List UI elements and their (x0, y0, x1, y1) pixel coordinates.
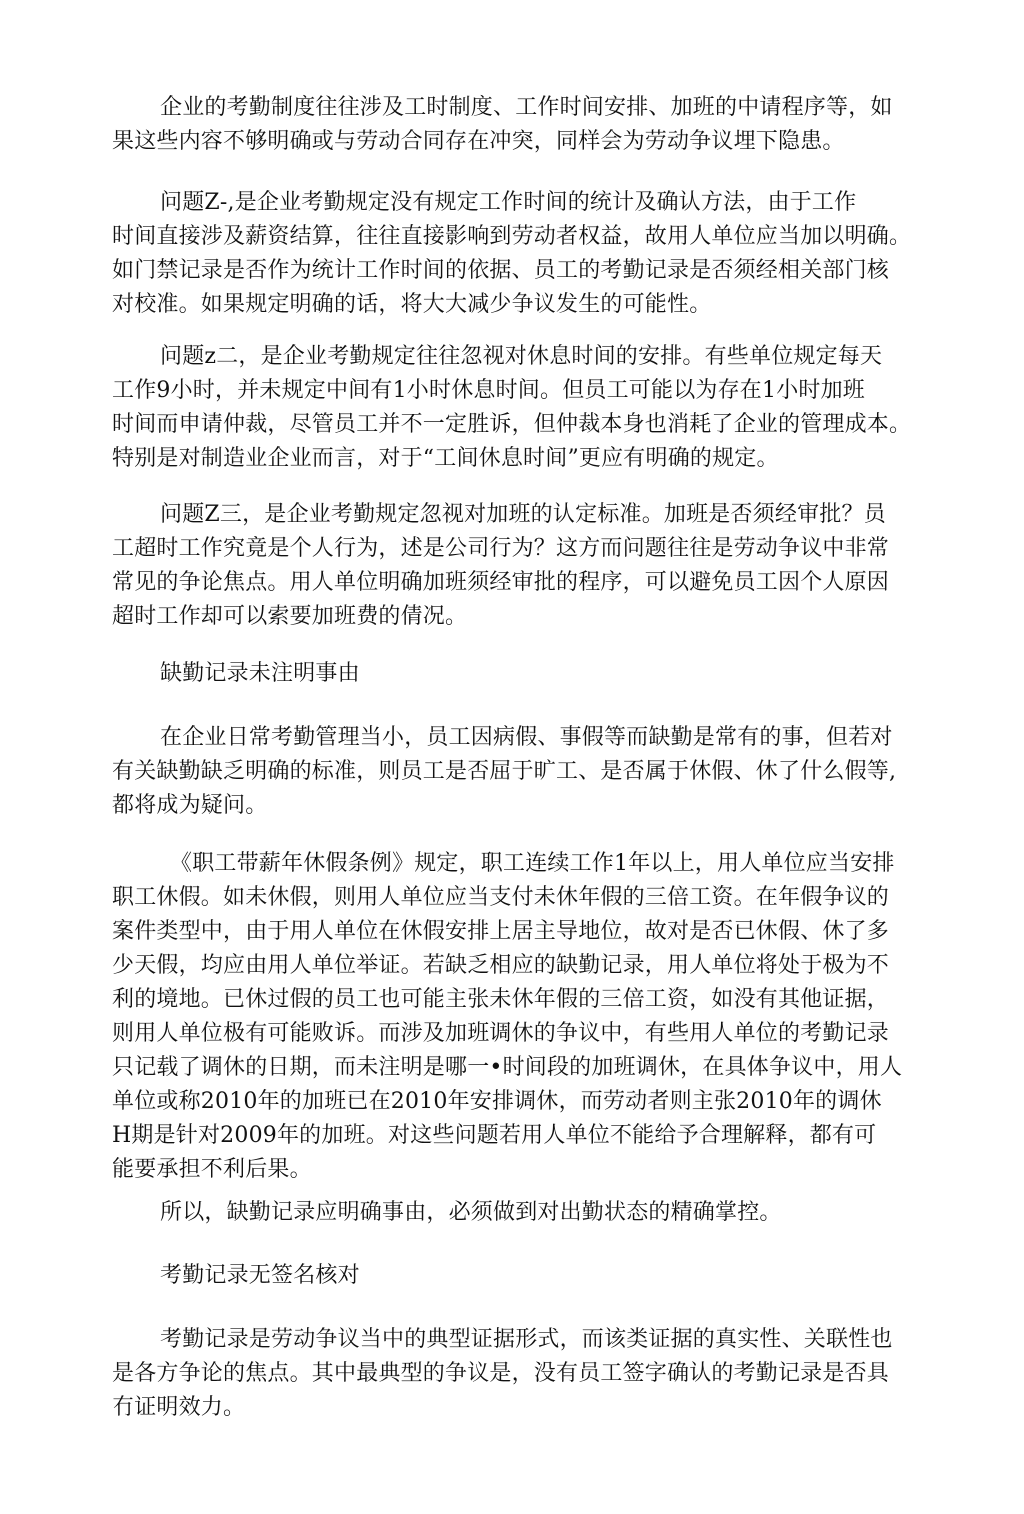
text-line: 超时工作却可以索要加班费的倩况。 (112, 604, 468, 629)
text-line: 利的境地。已休过假的员工也可能主张未休年假的三倍工资，如没有其他证据， (112, 987, 890, 1012)
paragraph-annual-leave-regulation (112, 847, 902, 1187)
text-line: 所以，缺勤记录应明确事由，必须做到对出勤状态的精确掌控。 (160, 1200, 782, 1225)
text-line: 工超时工作究竟是个人行为，述是公司行为？这方而问题往往是劳动争议中非常 (112, 536, 890, 561)
text-line: 问题Z三，是企业考勤规定忽视对加班的认定标准。加班是否须经审批？员 (160, 502, 886, 527)
paragraph-absence-records (112, 721, 902, 823)
text-line: 在企业日常考勤管理当小，员工因病假、事假等而缺勤是常有的事，但若对 (160, 725, 893, 750)
text-line: 工作9小时，并未规定中间有1小时休息时间。但员工可能以为存在1小时加班 (112, 378, 865, 403)
text-line: 果这些内容不够明确或与劳动合同存在冲突，同样会为劳动争议埋下隐患。 (112, 129, 845, 154)
text-line: 如门禁记录是否作为统计工作时间的依据、员工的考勤记录是否须经相关部门核 (112, 258, 890, 283)
text-line: 能要承担不利后果。 (112, 1157, 312, 1182)
section-heading: 考勤记录无签名核对 (160, 1263, 360, 1288)
paragraph-issue-one (112, 186, 912, 322)
text-line: 问题Z-,是企业考勤规定没有规定工作时间的统计及确认方法，由于工作 (160, 190, 857, 215)
text-line: H期是针对2009年的加班。对这些问题若用人单位不能给予合理解释，都有可 (112, 1123, 877, 1148)
text-line: 冇证明效力。 (112, 1395, 246, 1420)
text-line: 《职工带薪年休假条例》规定，职工连续工作1年以上，用人单位应当安排 (170, 851, 895, 876)
text-line: 则用人单位极有可能败诉。而涉及加班调休的争议中，有些用人单位的考勤记录 (112, 1021, 890, 1046)
text-line: 单位或称2010年的加班已在2010年安排调休，而劳动者则主张2010年的调休 (112, 1089, 882, 1114)
text-line: 职工休假。如未休假，则用人单位应当支付未休年假的三倍工资。在年假争议的 (112, 885, 890, 910)
paragraph-conclusion (112, 1196, 902, 1230)
text-line: 时间而申请仲裁，尽管员工并不一定胜诉，但仲裁本身也消耗了企业的管理成本。 (112, 412, 912, 437)
text-line: 都将成为疑问。 (112, 793, 268, 818)
paragraph-attendance-system (112, 91, 902, 159)
paragraph-signature-verification (112, 1323, 902, 1425)
section-heading: 缺勤记录未注明事由 (160, 661, 360, 686)
text-line: 有关缺勤缺乏明确的标准，则员工是否屈于旷工、是否属于休假、休了什么假等, (112, 759, 897, 784)
text-line: 只记载了调休的日期，而未注明是哪一•时间段的加班调休，在具体争议中，用人 (112, 1055, 903, 1080)
text-line: 常见的争论焦点。用人单位明确加班须经审批的程序，可以避免员工因个人原因 (112, 570, 890, 595)
text-line: 是各方争论的焦点。其中最典型的争议是，没有员工签字确认的考勤记录是否具 (112, 1361, 890, 1386)
section-heading-no-signature (112, 1259, 902, 1293)
text-line: 企业的考勤制度往往涉及工时制度、工作时间安排、加班的中请程序等，如 (160, 95, 893, 120)
text-line: 案件类型中，由于用人单位在休假安排上居主导地位，故对是否已休假、休了多 (112, 919, 890, 944)
text-line: 考勤记录是劳动争议当中的典型证据形式，而该类证据的真实性、关联性也 (160, 1327, 893, 1352)
paragraph-issue-three (112, 498, 902, 634)
text-line: 问题z二，是企业考勤规定往往忽视对休息时间的安排。有些单位规定每天 (160, 344, 883, 369)
text-line: 少天假，均应由用人单位举证。若缺乏相应的缺勤记录，用人单位将处于极为不 (112, 953, 890, 978)
text-line: 时间直接涉及薪资结算，往往直接影响到劳动者权益，故用人单位应当加以明确。 (112, 224, 912, 249)
text-line: 特别是对制造业企业而言，对于“工间休息时间”更应有明确的规定。 (112, 446, 779, 471)
text-line: 对校准。如果规定明确的话，将大大减少争议发生的可能性。 (112, 292, 712, 317)
section-heading-absence-reason (112, 657, 902, 691)
paragraph-issue-two (112, 340, 912, 476)
